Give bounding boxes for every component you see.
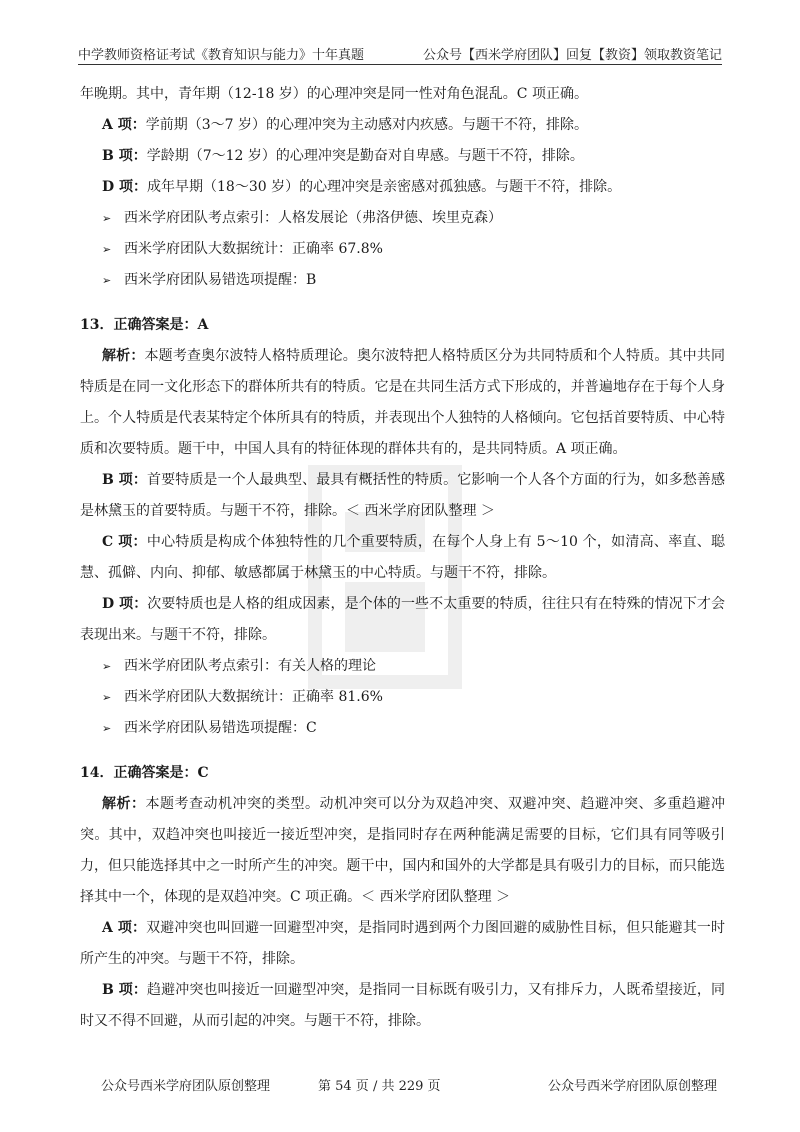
bullet-text: 西米学府团队易错选项提醒：B — [124, 272, 317, 288]
bullet-item — [102, 203, 502, 234]
header-right-text: 公众号【西米学府团队】回复【教资】领取教资笔记 — [422, 48, 722, 63]
option-b-text: 首要特质是一个人最典型、最具有概括性的特质。它影响一个人各个方面的行为，如多愁善感是林黛玉的首要特质。与题干不符，排除。＜ 西米学府团队整理 ＞ — [80, 472, 725, 519]
bullet-item — [102, 651, 376, 682]
option-c-text: 中心特质是构成个体独特性的几个重要特质，在每个人身上有 5～10 个，如清高、率直、聪慧、孤僻、内向、抑郁、敏感都属于林黛玉的中心特质。与题干不符，排除。 — [80, 534, 725, 581]
option-d-label: D 项： — [102, 596, 148, 612]
q13-option-d — [80, 589, 725, 651]
analysis-label: 解析： — [102, 348, 145, 364]
q14-analysis — [80, 789, 725, 913]
option-a-label: A 项： — [102, 920, 147, 936]
page-header — [78, 40, 722, 65]
option-b-text: 趋避冲突也叫接近一回避型冲突，是指同一目标既有吸引力，又有排斥力，人既希望接近，同时又不得不回避，从而引起的冲突。与题干不符，排除。 — [80, 982, 725, 1029]
analysis-label: 解析： — [102, 796, 146, 812]
arrow-bullet-icon: ➢ — [102, 243, 112, 256]
option-a — [102, 110, 725, 141]
option-a-label: A 项： — [102, 117, 146, 133]
option-b-label: B 项： — [102, 982, 148, 998]
q13-option-c — [80, 527, 725, 589]
option-d-label: D 项： — [102, 179, 148, 195]
bullet-text: 西米学府团队考点索引：人格发展论（弗洛伊德、埃里克森） — [124, 210, 502, 226]
option-a-text: 学前期（3～7 岁）的心理冲突为主动感对内疚感。与题干不符，排除。 — [145, 117, 589, 133]
option-d-text: 次要特质也是人格的组成因素，是个体的一些不太重要的特质，往往只有在特殊的情况下才会表现出来。与题干不符，排除。 — [80, 596, 726, 643]
bullet-item — [102, 234, 383, 265]
analysis-text: 本题考查动机冲突的类型。动机冲突可以分为双趋冲突、双避冲突、趋避冲突、多重趋避冲突。其中，双趋冲突也叫接近一接近型冲突，是指同时存在两种能满足需要的目标，它们具有同等吸引力，但只能选择其中之一时所产生的冲突。题干中，国内和国外的大学都是具有吸引力的目标，而只能选择其中一个，体现的是双趋冲突。C 项正确。＜ 西米学府团队整理 ＞ — [80, 796, 725, 905]
page-number: 第 54 页 / 共 229 页 — [318, 1079, 441, 1094]
bullet-text: 西米学府团队大数据统计：正确率 67.8% — [124, 241, 383, 257]
q14-option-a — [80, 913, 725, 975]
q14-option-b — [80, 975, 725, 1037]
arrow-bullet-icon: ➢ — [102, 212, 112, 225]
option-a-text: 双避冲突也叫回避一回避型冲突，是指同时遇到两个力图回避的威胁性目标，但只能避其一时所产生的冲突。与题干不符，排除。 — [80, 920, 725, 967]
analysis-text: 本题考查奥尔波特人格特质理论。奥尔波特把人格特质区分为共同特质和个人特质。其中共同特质是在同一文化形态下的群体所共有的特质。它是在共同生活方式下形成的，并普遍地存在于每个人身上。个人特质是代表某特定个体所具有的特质，并表现出个人独特的人格倾向。它包括首要特质、中心特质和次要特质。题干中，中国人具有的特征体现的群体共有的，是共同特质。A 项正确。 — [80, 348, 726, 457]
bullet-text: 西米学府团队考点索引：有关人格的理论 — [124, 658, 376, 674]
option-b-label: B 项： — [102, 472, 148, 488]
arrow-bullet-icon: ➢ — [102, 274, 112, 287]
bullet-item — [102, 713, 317, 744]
option-d — [102, 172, 725, 203]
q13-option-b — [80, 465, 725, 527]
question-13-title: 13．正确答案是：A — [80, 317, 209, 333]
option-b-text: 学龄期（7～12 岁）的心理冲突是勤奋对自卑感。与题干不符，排除。 — [146, 148, 584, 164]
option-d-text: 成年早期（18～30 岁）的心理冲突是亲密感对孤独感。与题干不符，排除。 — [147, 179, 622, 195]
option-c-label: C 项： — [102, 534, 147, 550]
footer-right-text: 公众号西米学府团队原创整理 — [548, 1079, 718, 1094]
question-14-title: 14．正确答案是：C — [80, 765, 209, 781]
bullet-text: 西米学府团队易错选项提醒：C — [124, 720, 317, 736]
header-left-text: 中学教师资格证考试《教育知识与能力》十年真题 — [78, 48, 365, 63]
option-b — [102, 141, 725, 172]
arrow-bullet-icon: ➢ — [102, 660, 112, 673]
footer-left-text: 公众号西米学府团队原创整理 — [101, 1079, 271, 1094]
arrow-bullet-icon: ➢ — [102, 691, 112, 704]
option-b-label: B 项： — [102, 148, 147, 164]
q13-analysis — [80, 341, 725, 465]
bullet-item — [102, 265, 316, 296]
arrow-bullet-icon: ➢ — [102, 722, 112, 735]
bullet-item — [102, 682, 383, 713]
paragraph-continuation: 年晚期。其中，青年期（12-18 岁）的心理冲突是同一性对角色混乱。C 项正确。 — [80, 86, 588, 102]
bullet-text: 西米学府团队大数据统计：正确率 81.6% — [124, 689, 383, 705]
